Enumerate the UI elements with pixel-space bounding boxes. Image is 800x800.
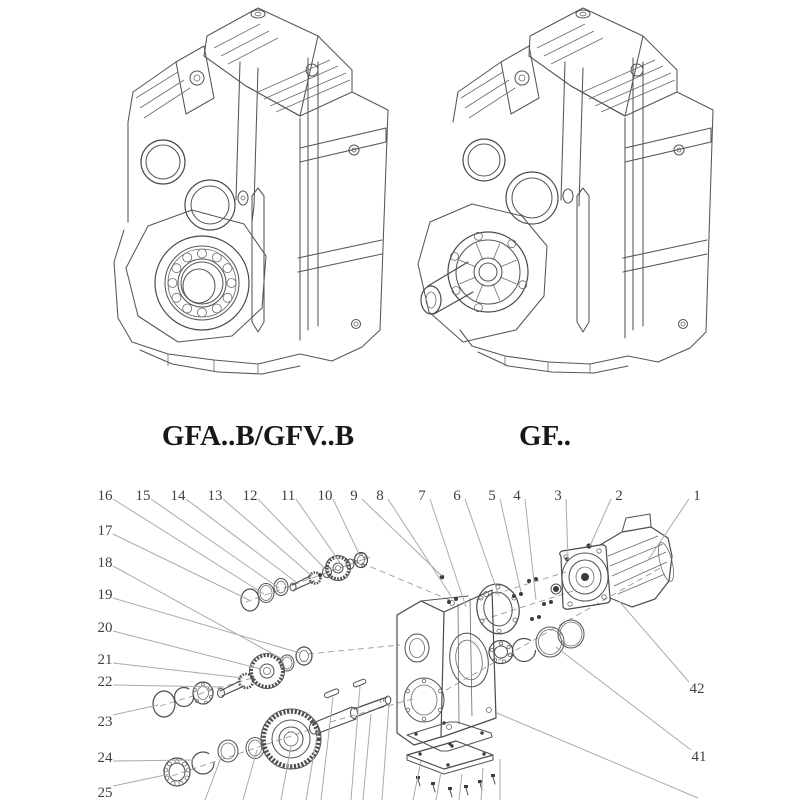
leader-line-9	[362, 499, 442, 576]
leader-line-14	[186, 499, 296, 582]
housing-flange-opening	[446, 630, 493, 690]
gearbox-drawing-gf	[418, 8, 713, 373]
callout-16: 16	[97, 488, 113, 504]
leader-line-42	[619, 601, 689, 682]
callout-22: 22	[97, 674, 113, 690]
leader-line-23	[113, 705, 158, 715]
leader-line-8	[388, 499, 451, 596]
exploded-housing	[397, 590, 496, 745]
leader-line-cutoff-4	[321, 697, 333, 800]
leader-line-cutoff-8	[413, 761, 421, 800]
callout-2: 2	[615, 488, 623, 504]
leader-line-cutoff-6	[363, 714, 371, 800]
callout-20: 20	[97, 620, 113, 636]
output-bore	[155, 236, 249, 330]
callout-24: 24	[97, 750, 113, 766]
callout-17: 17	[97, 523, 113, 539]
leader-line-17	[113, 534, 249, 600]
leader-line-16	[113, 499, 264, 594]
leader-line-20	[113, 631, 261, 669]
bearing	[296, 647, 312, 665]
exploded-gasket	[407, 721, 492, 751]
leader-line-5	[500, 499, 521, 592]
input-bore-2	[185, 180, 235, 230]
lifting-eye-hole	[576, 10, 590, 18]
input-pinion-shaft	[290, 573, 322, 592]
exploded-parts-diagram	[98, 488, 707, 800]
leader-line-cutoff-13	[497, 713, 698, 798]
leader-line-cutoff-10	[459, 774, 462, 800]
leader-line-cutoff-11	[481, 768, 483, 800]
leader-line-cutoff-2	[281, 746, 291, 800]
exploded-input-shaft-assembly	[241, 553, 444, 612]
callout-11: 11	[280, 488, 296, 504]
model-label-left: GFA..B/GFV..B	[161, 420, 355, 452]
callout-4: 4	[513, 488, 521, 504]
callout-numbers-layer	[98, 488, 707, 800]
leader-line-cutoff-3	[306, 730, 318, 800]
exploded-intermediate-shaft-assembly	[153, 647, 312, 717]
hub-spokes	[459, 243, 516, 300]
leader-line-2	[590, 499, 611, 546]
mounting-screws	[512, 543, 592, 621]
callout-41: 41	[691, 749, 707, 765]
leader-line-22	[113, 685, 224, 687]
callout-18: 18	[97, 555, 113, 571]
output-bearing	[164, 758, 191, 786]
callout-14: 14	[170, 488, 186, 504]
exploded-motor	[560, 514, 677, 609]
gearbox-drawing-gfab	[114, 8, 388, 374]
callout-9: 9	[350, 488, 358, 504]
callout-21: 21	[97, 652, 113, 668]
callout-23: 23	[97, 714, 113, 730]
callout-5: 5	[488, 488, 496, 504]
callout-10: 10	[317, 488, 333, 504]
input-bore-2	[506, 172, 558, 224]
leader-line-25	[113, 774, 170, 786]
callout-15: 15	[135, 488, 151, 504]
lifting-eye-hole	[251, 10, 265, 18]
callout-6: 6	[453, 488, 461, 504]
output-shaft	[310, 696, 391, 734]
callout-12: 12	[242, 488, 258, 504]
callout-19: 19	[97, 587, 113, 603]
output-gear	[261, 709, 321, 769]
leader-line-24	[113, 760, 193, 761]
exploded-cover-bolts	[416, 774, 495, 797]
callout-42: 42	[689, 681, 705, 697]
leader-line-15	[151, 499, 279, 588]
exploded-cover-plate	[407, 741, 493, 774]
flange-bolt-hole	[190, 71, 204, 85]
leader-line-41	[556, 647, 691, 750]
callout-8: 8	[376, 488, 384, 504]
leader-line-cutoff-7	[382, 704, 389, 800]
callout-3: 3	[554, 488, 562, 504]
leader-line-12	[258, 499, 327, 571]
leader-line-19	[113, 598, 300, 653]
leader-line-18	[113, 566, 284, 660]
leader-line-6	[465, 499, 499, 596]
leader-line-cutoff-1	[243, 750, 257, 800]
leader-line-cutoff-5	[351, 686, 360, 800]
input-bore-1	[463, 139, 505, 181]
model-label-right: GF..	[518, 420, 572, 452]
leader-line-4	[525, 499, 536, 600]
leader-line-10	[333, 499, 360, 556]
intermediate-gear	[250, 654, 285, 689]
end-cap	[241, 589, 259, 611]
end-cap	[153, 691, 175, 717]
leader-line-11	[296, 499, 341, 564]
exploded-motor-bearing	[489, 641, 513, 664]
callout-25: 25	[97, 785, 113, 800]
leader-line-21	[113, 663, 243, 678]
output-shaft-end	[421, 286, 441, 314]
callout-7: 7	[418, 488, 426, 504]
key	[324, 688, 340, 698]
leader-line-cutoff-9	[436, 772, 441, 800]
input-bore-1	[141, 140, 185, 184]
callout-1: 1	[693, 488, 701, 504]
callout-13: 13	[207, 488, 223, 504]
